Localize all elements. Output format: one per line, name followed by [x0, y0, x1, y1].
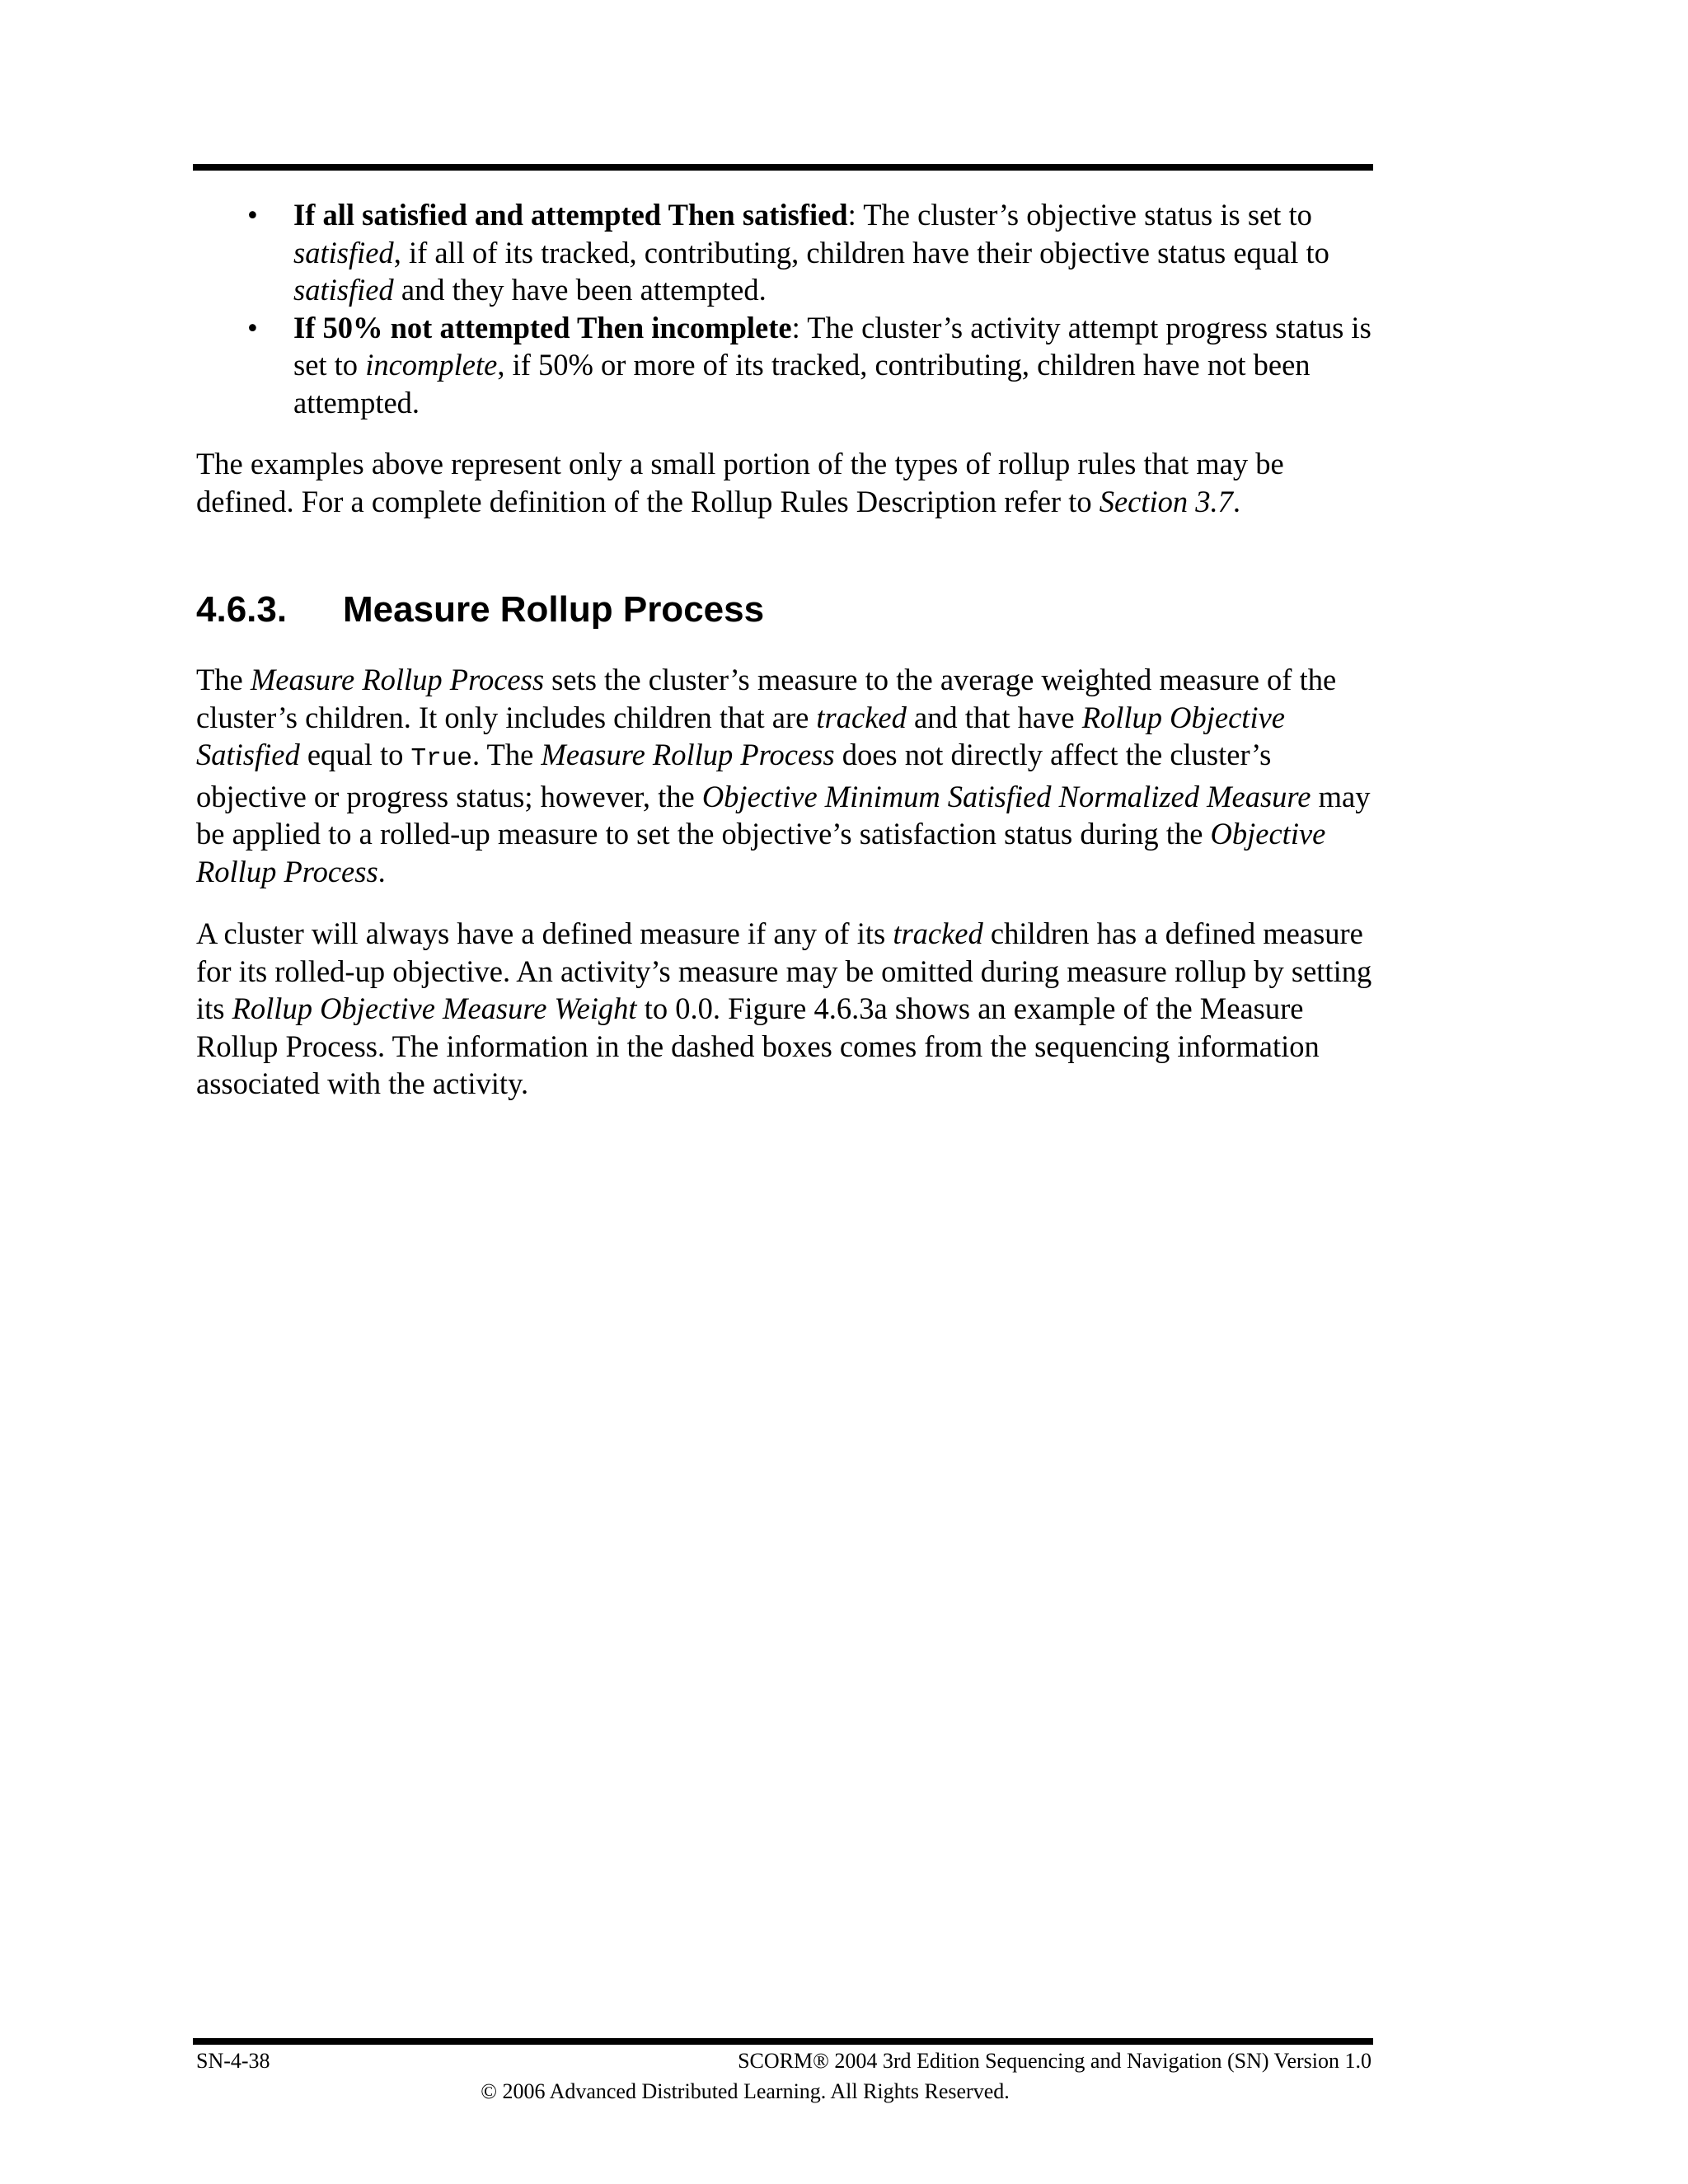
rollup-rules-list [196, 196, 1375, 421]
rule-name: If 50% not attempted Then incomplete [293, 310, 792, 344]
bullet-icon: • [247, 198, 258, 232]
measure-rollup-paragraph: The Measure Rollup Process sets the cluster’s measure to the average weighted measure of the cluster’s children. It only includes children that are tracked and that have Rollup Objective Satisfied equal to True. The Measure Rollup Process does not directly affect the cluster’s objective or progress status; however, the Objective Minimum Satisfied Normalized Measure may be applied to a rolled-up measure to set the objective’s satisfaction status during the Objective Rollup Process. [196, 663, 1371, 888]
page-number: SN-4-38 [196, 2049, 270, 2073]
header-rule [193, 164, 1373, 171]
rule-name: If all satisfied and attempted Then satisfied [293, 198, 848, 232]
code-value: True [410, 744, 472, 773]
section-title: Measure Rollup Process [343, 589, 765, 630]
section-reference: Section 3.7 [1099, 484, 1233, 518]
list-item: • If all satisfied and attempted Then satisfied: The cluster’s objective status is set to satisfied, if all of its tracked, contributing, children have their objective status equal to satisfied and they have been attempted. [247, 198, 1329, 307]
section-heading [196, 589, 1375, 630]
list-item: • If 50% not attempted Then incomplete: The cluster’s activity attempt progress status is set to incomplete, if 50% or more of its tracked, contributing, children have not been attempted. [247, 310, 1372, 419]
document-title: SCORM® 2004 3rd Edition Sequencing and Navigation (SN) Version 1.0 [738, 2049, 1372, 2073]
page-content [196, 196, 1375, 1103]
section-number: 4.6.3. [196, 589, 288, 630]
copyright-line [0, 2079, 1688, 2105]
rollup-rules-summary-paragraph: The examples above represent only a small portion of the types of rollup rules that may be defined. For a complete definition of the Rollup Rules Description refer to Section 3.7. [196, 447, 1284, 518]
bullet-icon: • [247, 310, 258, 344]
footer-rule [193, 2038, 1373, 2045]
defined-measure-paragraph: A cluster will always have a defined measure if any of its tracked children has a defined measure for its rolled-up objective. An activity’s measure may be omitted during measure rollup by setting its Rollup Objective Measure Weight to 0.0. Figure 4.6.3a shows an example of the Measure Rollup Process. The information in the dashed boxes comes from the sequencing information associated with the activity. [196, 916, 1372, 1100]
copyright-text: © 2006 Advanced Distributed Learning. All Rights Reserved. [481, 2079, 1010, 2103]
